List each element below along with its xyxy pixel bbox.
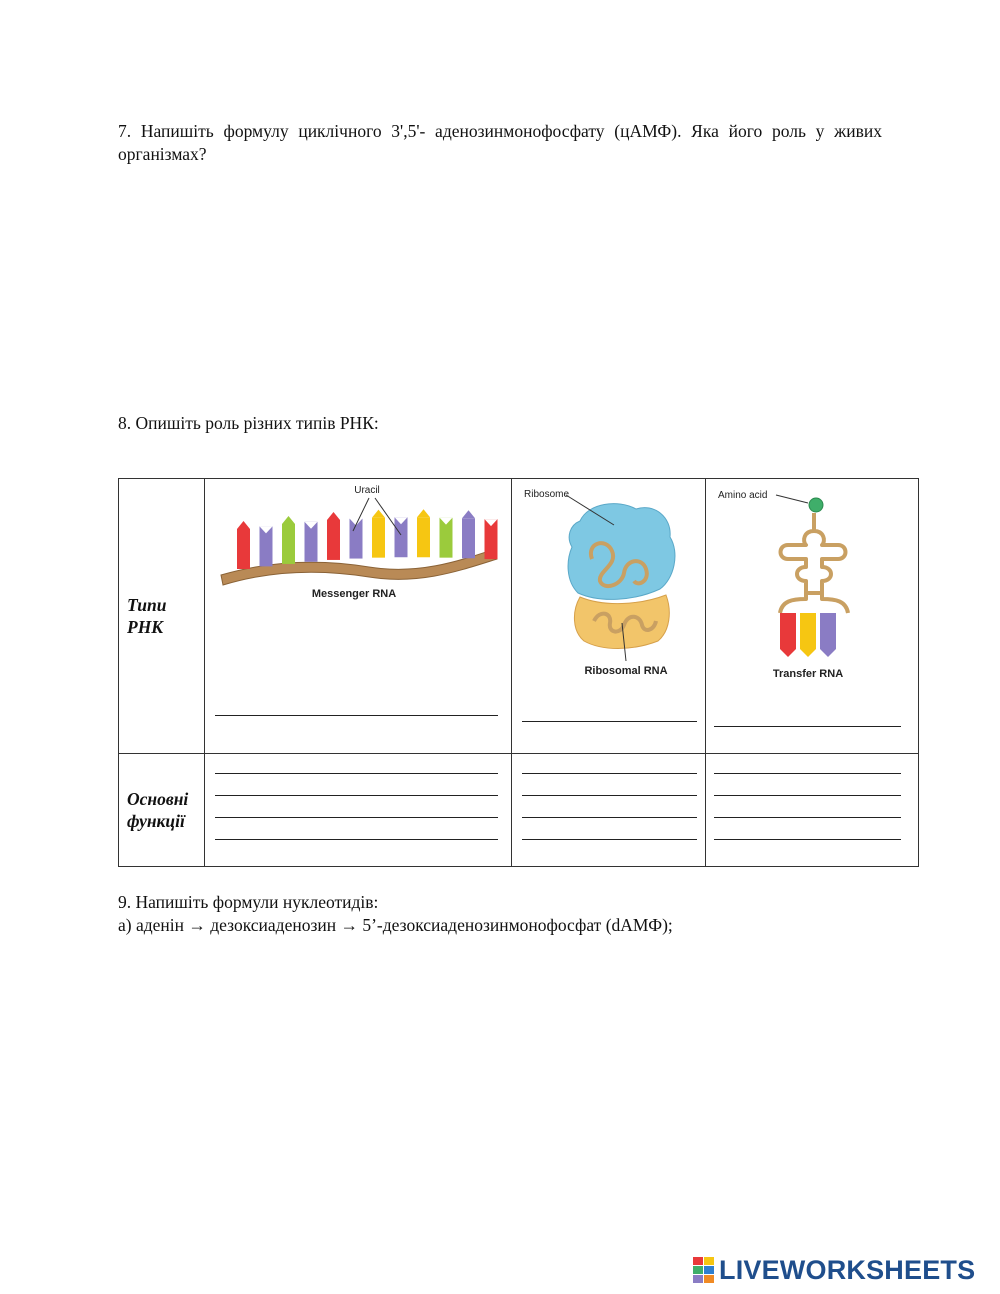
trna-function-line-4[interactable] xyxy=(714,839,901,840)
rrna-type-answer-line[interactable] xyxy=(522,721,697,722)
mrna-base-tip xyxy=(327,512,340,520)
trna-base-purple xyxy=(820,613,836,649)
trna-cell xyxy=(706,479,919,754)
mrna-base-tip xyxy=(372,510,385,518)
mrna-function-line-2[interactable] xyxy=(215,795,498,796)
mrna-function-line-4[interactable] xyxy=(215,839,498,840)
row-header-types xyxy=(119,479,205,754)
trna-base-red-tip xyxy=(780,649,796,657)
question-8: 8. Опишіть роль різних типів РНК: xyxy=(118,413,379,433)
ribosome-label: Ribosome xyxy=(524,489,570,500)
trna-function-line-1[interactable] xyxy=(714,773,901,774)
trna-base-red xyxy=(780,613,796,649)
mrna-base-yellow xyxy=(417,517,430,557)
mrna-base-tip xyxy=(237,521,250,529)
transfer-rna-illustration xyxy=(708,481,918,686)
trna-function-line-3[interactable] xyxy=(714,817,901,818)
row-header-functions-line1: Основні xyxy=(127,789,189,809)
rrna-function-line-2[interactable] xyxy=(522,795,697,796)
question-9a: а) аденін → дезоксиаденозин → 5’-дезоксиаденозинмонофосфат (dАМФ); xyxy=(118,915,673,935)
rrna-cell xyxy=(512,479,706,754)
trna-base-yellow xyxy=(800,613,816,649)
mrna-cell xyxy=(205,479,512,754)
amino-acid-pointer xyxy=(776,495,808,503)
rrna-function-line-4[interactable] xyxy=(522,839,697,840)
liveworksheets-logo xyxy=(693,1255,975,1285)
row-header-types-line2: РНК xyxy=(127,617,164,637)
row-header-functions-line2: функції xyxy=(127,811,185,831)
uracil-label: Uracil xyxy=(354,485,380,496)
rrna-function-line-3[interactable] xyxy=(522,817,697,818)
ribosome-large-subunit xyxy=(568,504,675,600)
brand-text: LIVEWORKSHEETS xyxy=(719,1254,976,1285)
question-7: 7. Напишіть формулу циклічного 3',5'- аденозинмонофосфату (цАМФ). Яка його роль у живих організмах? xyxy=(118,121,882,164)
rrna-function-line-1[interactable] xyxy=(522,773,697,774)
mrna-function-cell xyxy=(205,754,512,867)
rrna-function-cell xyxy=(512,754,706,867)
mrna-base-yellow xyxy=(372,518,385,558)
row-header-types-line1: Типи xyxy=(127,595,167,615)
question-9-title: 9. Напишіть формули нуклеотидів: xyxy=(118,892,379,912)
ribosomal-rna-caption: Ribosomal RNA xyxy=(584,665,668,677)
ribosomal-rna-illustration xyxy=(514,481,704,681)
mrna-base-purple xyxy=(462,518,475,558)
trna-function-line-2[interactable] xyxy=(714,795,901,796)
trna-function-cell xyxy=(706,754,919,867)
messenger-rna-caption: Messenger RNA xyxy=(311,588,397,600)
row-header-functions xyxy=(119,754,205,867)
messenger-rna-illustration xyxy=(209,481,509,616)
mrna-base-red xyxy=(327,520,340,560)
rna-types-table xyxy=(118,478,919,867)
mrna-base-tip xyxy=(417,509,430,517)
mrna-base-red xyxy=(237,529,250,569)
mrna-type-answer-line[interactable] xyxy=(215,715,498,716)
trna-base-yellow-tip xyxy=(800,649,816,657)
logo-blocks-icon xyxy=(693,1257,715,1283)
trna-base-purple-tip xyxy=(820,649,836,657)
mrna-base-green xyxy=(282,524,295,564)
mrna-function-line-3[interactable] xyxy=(215,817,498,818)
amino-acid-label: Amino acid xyxy=(718,490,768,501)
mrna-base-tip xyxy=(462,510,475,518)
trna-type-answer-line[interactable] xyxy=(714,726,901,727)
trna-cloverleaf xyxy=(780,513,848,613)
mrna-function-line-1[interactable] xyxy=(215,773,498,774)
transfer-rna-caption: Transfer RNA xyxy=(772,668,844,680)
amino-acid-icon xyxy=(809,498,823,512)
mrna-base-tip xyxy=(282,516,295,524)
